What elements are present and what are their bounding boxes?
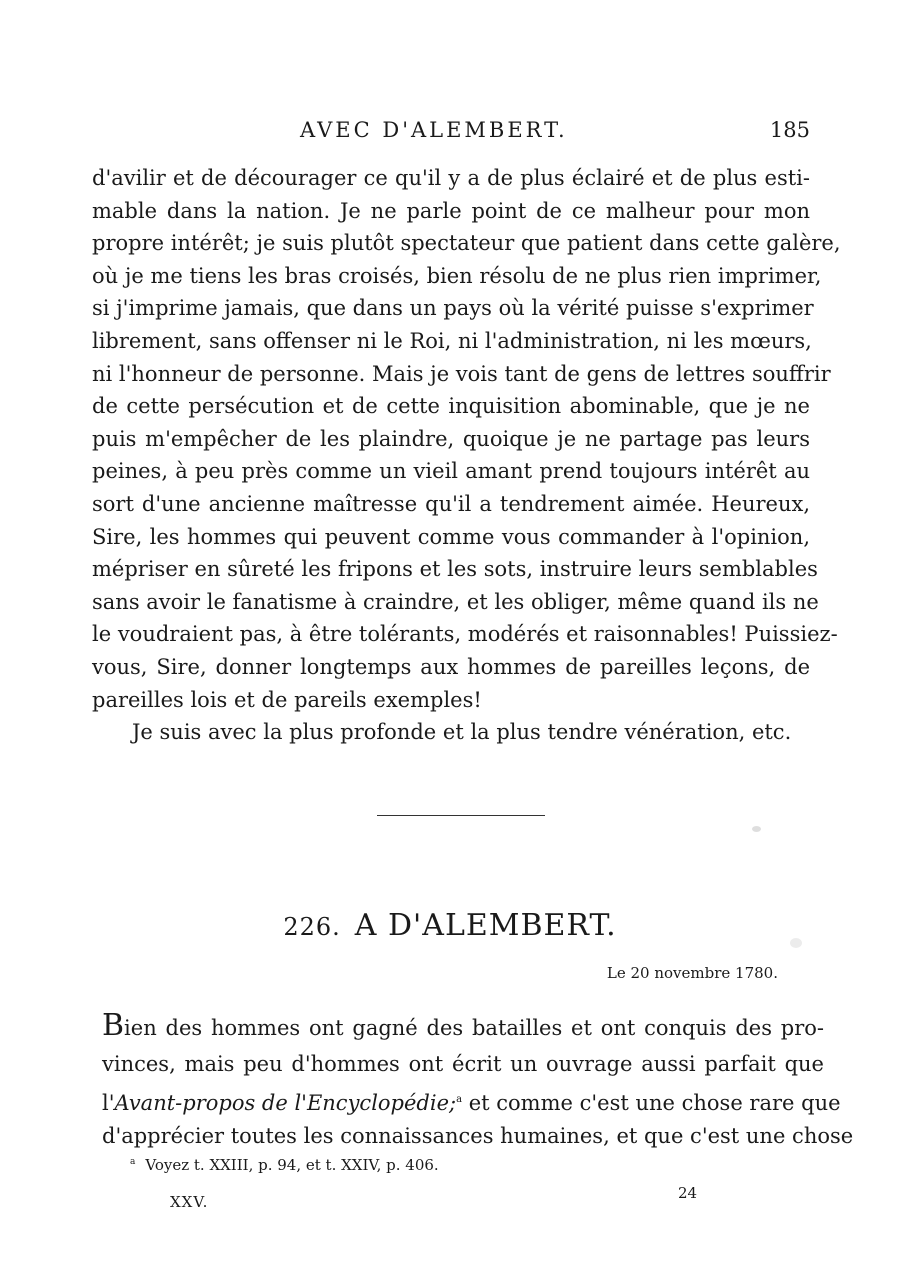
text-line: d'avilir et de décourager ce qu'il y a de plus éclairé et de plus esti-	[92, 166, 810, 190]
letter-body	[102, 1008, 854, 1154]
text-line: vinces, mais peu d'hommes ont écrit un ouvrage aussi parfait que	[102, 1052, 824, 1076]
letter-date: Le 20 novembre 1780.	[606, 964, 778, 982]
text-line: de cette persécution et de cette inquisition abominable, que je ne	[92, 394, 810, 419]
letter-title: A D'ALEMBERT.	[354, 908, 617, 943]
text-line: si j'imprime jamais, que dans un pays où la vérité puisse s'exprimer	[92, 296, 814, 321]
footnote-reference: a	[456, 1094, 463, 1105]
text-line: sort d'une ancienne maîtresse qu'il a tendrement aimée. Heureux,	[92, 491, 810, 516]
footnote-mark: a	[130, 1157, 136, 1167]
work-title: Avant-propos de l'Encyclopédie;	[114, 1091, 457, 1115]
section-divider	[377, 815, 545, 816]
closing-line: Je suis avec la plus profonde et la plus tendre vénération, etc.	[132, 720, 792, 745]
text-line: vous, Sire, donner longtemps aux hommes de pareilles leçons, de	[92, 654, 810, 679]
volume-signature: XXV.	[170, 1193, 209, 1211]
text-line	[102, 1082, 841, 1118]
text-line: le voudraient pas, à être tolérants, modérés et raisonnables! Puissiez-	[92, 622, 838, 647]
text-line: propre intérêt; je suis plutôt spectateur que patient dans cette galère,	[92, 231, 841, 256]
text-line: sans avoir le fanatisme à craindre, et les obliger, même quand ils ne	[92, 589, 819, 614]
text-line: puis m'empêcher de les plaindre, quoique je ne partage pas leurs	[92, 426, 810, 451]
footnote-text: Voyez t. XXIII, p. 94, et t. XXIV, p. 406.	[145, 1156, 439, 1174]
page-smudge	[752, 826, 761, 832]
text-line: d'apprécier toutes les connaissances humaines, et que c'est une chose	[102, 1124, 854, 1148]
text-line: pareilles lois et de pareils exemples!	[92, 687, 482, 712]
text-line: ni l'honneur de personne. Mais je vois tant de gens de lettres souffrir	[92, 361, 831, 386]
text-line: mépriser en sûreté les fripons et les sots, instruire leurs semblables	[92, 557, 818, 582]
text-fragment: et comme c'est une chose rare que	[462, 1091, 841, 1115]
drop-cap: B	[102, 1008, 125, 1043]
sheet-number: 24	[678, 1184, 698, 1202]
letter-continuation	[92, 162, 841, 749]
text-line: peines, à peu près comme un vieil amant prend toujours intérêt au	[92, 459, 810, 484]
running-title: AVEC D'ALEMBERT.	[300, 118, 568, 142]
page-number: 185	[769, 118, 810, 142]
text-line: où je me tiens les bras croisés, bien résolu de ne plus rien imprimer,	[92, 263, 822, 288]
letter-number: 226.	[283, 913, 341, 941]
text-line: librement, sans offenser ni le Roi, ni l'administration, ni les mœurs,	[92, 328, 812, 353]
text-line: Sire, les hommes qui peuvent comme vous commander à l'opinion,	[92, 524, 810, 549]
footnote	[130, 1156, 439, 1174]
text-line	[102, 1010, 824, 1046]
text-fragment: l'	[102, 1091, 115, 1115]
text-line: mable dans la nation. Je ne parle point de ce malheur pour mon	[92, 198, 810, 223]
text-fragment: ien des hommes ont gagné des batailles et ont conquis des pro-	[124, 1016, 824, 1040]
letter-heading	[0, 908, 900, 943]
running-head	[92, 118, 810, 148]
